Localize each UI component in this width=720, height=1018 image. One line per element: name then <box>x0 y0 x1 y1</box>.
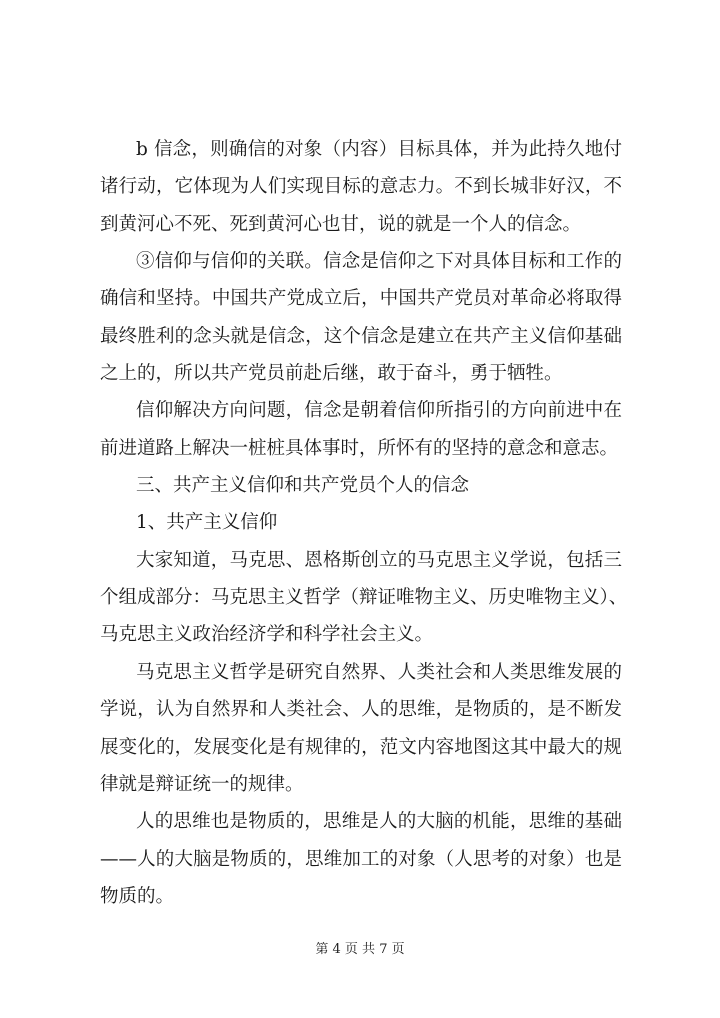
text-line: 到黄河心不死、死到黄河心也甘，说的就是一个人的信念。 <box>100 213 582 235</box>
text-line: 律就是辩证统一的规律。 <box>100 773 304 795</box>
text-line: 人的思维也是物质的，思维是人的大脑的机能，思维的基础 <box>136 811 622 833</box>
page-number-footer: 第 4 页 共 7 页 <box>315 942 405 957</box>
text-line: 之上的，所以共产党员前赴后继，敢于奋斗，勇于牺牲。 <box>100 363 563 385</box>
paragraph <box>100 243 622 392</box>
text-line: ——人的大脑是物质的，思维加工的对象（人思考的对象）也是 <box>100 848 622 870</box>
text-line: 物质的。 <box>100 885 175 907</box>
text-line: 学说，认为自然界和人类社会、人的思维，是物质的，是不断发 <box>100 699 622 721</box>
text-line: 三、共产主义信仰和共产党员个人的信念 <box>136 475 470 497</box>
text-line: 展变化的，发展变化是有规律的，范文内容地图这其中最大的规 <box>100 736 622 758</box>
paragraph <box>100 504 622 541</box>
paragraph <box>100 803 622 915</box>
document-body <box>100 131 628 915</box>
text-line: 马克思主义政治经济学和科学社会主义。 <box>100 624 434 646</box>
text-line: 确信和坚持。中国共产党成立后，中国共产党员对革命必将取得 <box>100 288 622 310</box>
text-line: b 信念，则确信的对象（内容）目标具体，并为此持久地付 <box>136 139 622 160</box>
paragraph <box>100 131 622 243</box>
text-line: 大家知道，马克思、恩格斯创立的马克思主义学说，包括三 <box>136 549 622 571</box>
text-line: 最终胜利的念头就是信念，这个信念是建立在共产主义信仰基础 <box>100 325 622 347</box>
text-line: 前进道路上解决一桩桩具体事时，所怀有的坚持的意念和意志。 <box>100 437 619 459</box>
text-line: 马克思主义哲学是研究自然界、人类社会和人类思维发展的 <box>136 661 622 683</box>
paragraph <box>100 654 622 803</box>
text-line: 信仰解决方向问题，信念是朝着信仰所指引的方向前进中在 <box>136 400 622 422</box>
text-line: ③信仰与信仰的关联。信念是信仰之下对具体目标和工作的 <box>136 251 622 273</box>
paragraph <box>100 392 622 467</box>
paragraph <box>100 467 622 504</box>
text-line: 个组成部分：马克思主义哲学（辩证唯物主义、历史唯物主义）、 <box>100 587 628 609</box>
text-line: 1、共产主义信仰 <box>136 512 278 534</box>
text-line: 诸行动，它体现为人们实现目标的意志力。不到长城非好汉，不 <box>100 176 622 198</box>
paragraph <box>100 542 628 654</box>
